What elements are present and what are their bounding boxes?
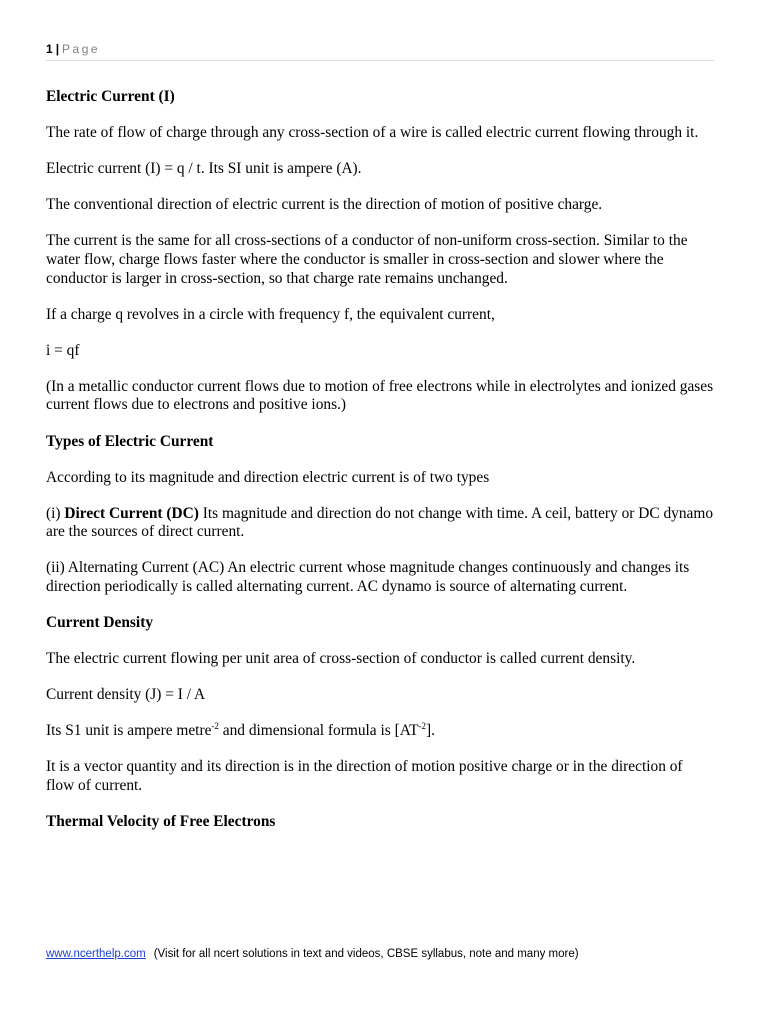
text: and dimensional formula is [AT	[218, 722, 419, 740]
list-prefix: (i)	[46, 504, 65, 522]
text: ].	[426, 722, 436, 740]
page-header	[46, 42, 714, 61]
paragraph: The conventional direction of electric current is the direction of motion of positive charge.	[46, 196, 603, 214]
term-direct-current: Direct Current (DC)	[64, 504, 199, 522]
formula-line: Current density (J) = I / A	[46, 686, 206, 704]
page-number: 1	[46, 42, 53, 56]
paragraph-direct-current	[46, 505, 714, 542]
footer-link[interactable]: www.ncerthelp.com	[46, 948, 146, 960]
section-title-types: Types of Electric Current	[46, 432, 214, 450]
header-separator: |	[55, 42, 60, 56]
paragraph: According to its magnitude and direction electric current is of two types	[46, 468, 490, 486]
paragraph: It is a vector quantity and its direction is in the direction of motion positive charge or in the direction of flow of current.	[46, 758, 683, 795]
paragraph-units	[46, 722, 714, 741]
paragraph: If a charge q revolves in a circle with frequency f, the equivalent current,	[46, 305, 495, 323]
paragraph: Electric current (I) = q / t. Its SI unit is ampere (A).	[46, 160, 362, 178]
section-title-current-density: Current Density	[46, 614, 154, 632]
paragraph: (ii) Alternating Current (AC) An electric current whose magnitude changes continuously and changes its direction periodically is called alternating current. AC dynamo is source of alternating current.	[46, 559, 690, 595]
superscript: -2	[418, 721, 427, 732]
section-title-thermal-velocity: Thermal Velocity of Free Electrons	[46, 813, 276, 831]
document-body	[46, 88, 714, 849]
paragraph: (In a metallic conductor current flows due to motion of free electrons while in electrolytes and ionized gases current flows due to electrons and positive ions.)	[46, 377, 714, 414]
text: Its S1 unit is ampere metre	[46, 722, 212, 740]
paragraph: The electric current flowing per unit area of cross-section of conductor is called current density.	[46, 650, 636, 668]
paragraph: The current is the same for all cross-sections of a conductor of non-uniform cross-section. Similar to the water flow, charge flows faster where the conductor is smaller in cross-section and slower where the conductor is larger in cross-section, so that charge rate remains unchanged.	[46, 232, 688, 287]
page-footer	[46, 948, 714, 960]
footer-note: (Visit for all ncert solutions in text and videos, CBSE syllabus, note and many more)	[153, 948, 579, 960]
section-title-electric-current: Electric Current (I)	[46, 88, 175, 105]
paragraph: The rate of flow of charge through any cross-section of a wire is called electric current flowing through it.	[46, 124, 699, 142]
page-word: Page	[62, 42, 101, 56]
formula-line: i = qf	[46, 341, 80, 359]
superscript: -2	[211, 721, 219, 732]
paragraph-text: Its magnitude and direction do not change with time. A ceil, battery or DC dynamo are the sources of direct current.	[46, 504, 714, 541]
